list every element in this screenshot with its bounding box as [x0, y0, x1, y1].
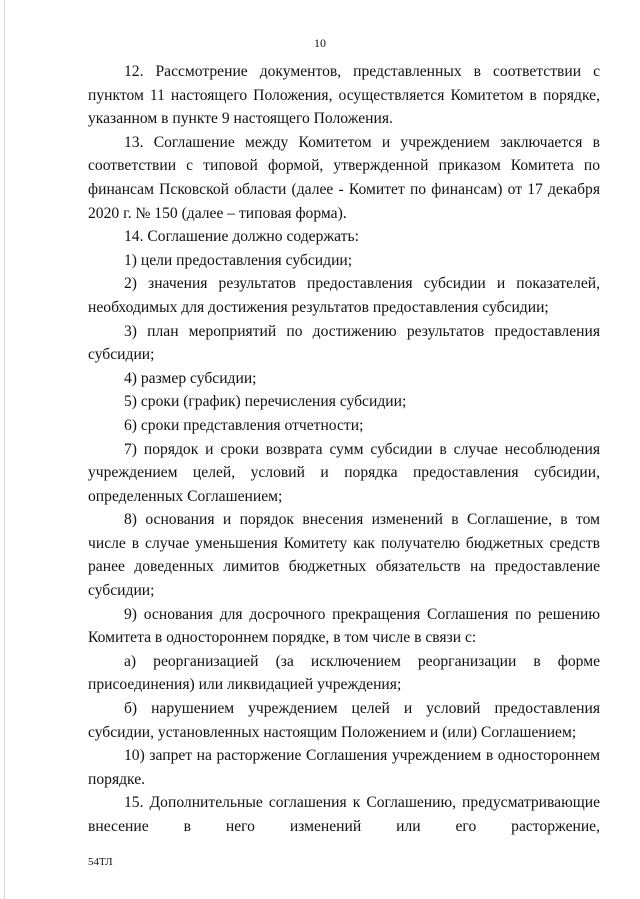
document-body — [88, 60, 600, 839]
list-item-6: 6) сроки представления отчетности; — [124, 416, 364, 434]
scan-edge — [4, 0, 5, 899]
list-item-5: 5) сроки (график) перечисления субсидии; — [124, 393, 407, 411]
list-item-1: 1) цели предоставления субсидии; — [124, 251, 353, 269]
paragraph-13: 13. Соглашение между Комитетом и учреждением заключается в соответствии с типовой формой, утвержденной приказом Комитета по финансам Псковской области (далее - Комитет по финансам) от 17 декабря 2020 г. № 150 (далее – типовая форма). — [88, 133, 600, 222]
list-item-9: 9) основания для досрочного прекращения Соглашения по решению Комитета в одностороннем порядке, в том числе в связи с: — [88, 605, 600, 647]
list-item-4: 4) размер субсидии; — [124, 369, 257, 387]
sub-item-a: а) реорганизацией (за исключением реорганизации в форме присоединения) или ликвидацией учреждения; — [88, 652, 600, 694]
sub-item-b: б) нарушением учреждением целей и условий предоставления субсидии, установленных настоящим Положением и (или) Соглашением; — [88, 700, 600, 741]
list-item-2: 2) значения результатов предоставления субсидии и показателей, необходимых для достижения результатов предоставления субсидии; — [88, 275, 600, 316]
list-item-8: 8) основания и порядок внесения изменений в Соглашение, в том числе в случае уменьшения Комитету как получателю бюджетных средств ранее доведенных лимитов бюджетных обязательств на предоставление субсидии; — [88, 511, 600, 600]
paragraph-14: 14. Соглашение должно содержать: — [124, 228, 359, 246]
paragraph-12: 12. Рассмотрение документов, представленных в соответствии с пунктом 11 настоящего Положения, осуществляется Комитетом в порядке, указанном в пункте 9 настоящего Положения. — [88, 63, 600, 128]
list-item-10: 10) запрет на расторжение Соглашения учреждением в одностороннем порядке. — [88, 747, 600, 788]
document-code: 54ТЛ — [88, 856, 113, 868]
list-item-3: 3) план мероприятий по достижению результатов предоставления субсидии; — [88, 322, 600, 364]
list-item-7: 7) порядок и сроки возврата сумм субсидии в случае несоблюдения учреждением целей, условий и порядка предоставления субсидии, определенных Соглашением; — [88, 440, 600, 505]
paragraph-15: 15. Дополнительные соглашения к Соглашению, предусматривающие внесение в него изменений или его расторжение, — [88, 794, 600, 835]
page-number: 10 — [314, 36, 326, 50]
